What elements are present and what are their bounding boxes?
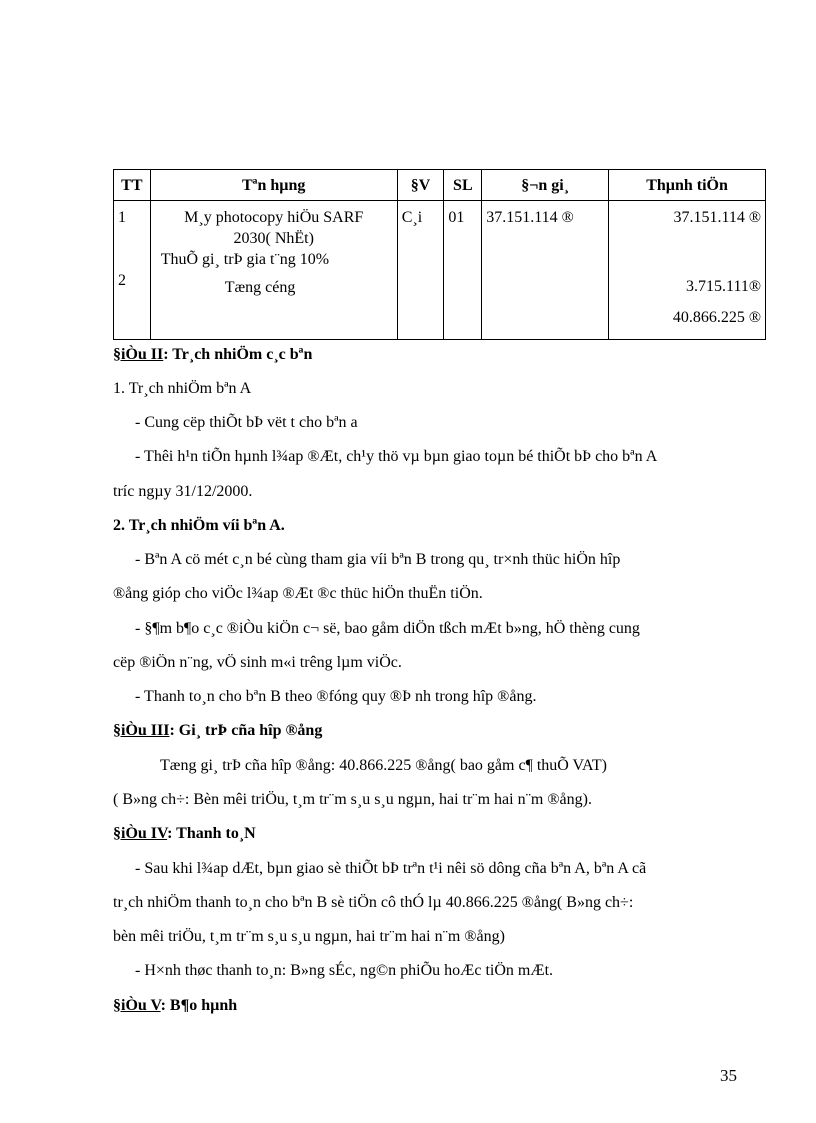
header-name: Tªn hµng [150, 170, 397, 201]
art2-p4b: cëp ®iÖn n¨ng, vÖ sinh m«i trêng lµm viÖc. [113, 654, 402, 671]
item-name: M¸y photocopy hiÖu SARF [184, 209, 364, 226]
art3-p1: Tæng gi¸ trÞ cña hîp ®ång: 40.866.225 ®ång( bao gåm c¶ thuÕ VAT) [160, 757, 607, 774]
cell-name [150, 201, 397, 340]
grand-total: 40.866.225 ® [672, 309, 761, 326]
row-number-1: 1 [118, 209, 126, 226]
art2-p3b: ®ång gióp cho viÖc l¾ap ®Æt ®c thüc hiÖn thuËn tiÖn. [113, 585, 483, 602]
total-label: Tæng céng [224, 279, 296, 296]
art2-p2b: tríc ngµy 31/12/2000. [113, 483, 253, 500]
cell-total [609, 201, 766, 340]
article-2-title: : Tr¸ch nhiÖm c¸c bªn [163, 346, 313, 363]
table-row [114, 201, 766, 340]
art4-p1b: tr¸ch nhiÖm thanh to¸n cho bªn B sè tiÖn cô thÓ lµ 40.866.225 ®ång( B»ng ch÷: [113, 894, 634, 911]
art3-p2: ( B»ng ch÷: Bèn mêi triÖu, t¸m tr¨m s¸u s¸u ngµn, hai tr¨m hai n¨m ®ång). [113, 791, 592, 808]
article-5-title: : B¶o hµnh [160, 997, 238, 1014]
art2-sub1: 1. Tr¸ch nhiÖm bªn A [113, 380, 252, 397]
art4-p1a: - Sau khi l¾ap dÆt, bµn giao sè thiÕt bÞ trªn t¹i nêi sö dông cña bªn A, bªn A cã [135, 860, 647, 877]
art2-p4a: - §¶m b¶o c¸c ®iÒu kiÖn c¬ së, bao gåm diÖn tßch mÆt b»ng, hÖ thèng cung [135, 620, 640, 637]
total-amount: 37.151.114 ® [673, 209, 761, 226]
header-unit: §V [397, 170, 444, 201]
article-3-title: : Gi¸ trÞ cña hîp ®ång [169, 722, 323, 739]
art4-p1c: bèn mêi triÖu, t¸m tr¨m s¸u s¸u ngµn, hai tr¨m hai n¨m ®ång) [113, 928, 505, 945]
article-4-title: : Thanh to¸N [167, 825, 256, 842]
vat-label: ThuÕ gi¸ trÞ gia t¨ng 10% [160, 251, 330, 268]
header-qty: SL [444, 170, 482, 201]
article-4-heading [113, 825, 256, 843]
header-total: Thµnh tiÖn [609, 170, 766, 201]
art2-p5: - Thanh to¸n cho bªn B theo ®fóng quy ®Þ nh trong hîp ®ång. [135, 688, 537, 705]
article-3-label: §iÒu III [113, 722, 170, 739]
art2-sub2: 2. Tr¸ch nhiÖm víi bªn A. [113, 517, 285, 534]
article-5-label: §iÒu V [113, 997, 161, 1014]
art2-p2a: - Thêi h¹n tiÕn hµnh l¾ap ®Æt, ch¹y thö vµ bµn giao toµn bé thiÕt bÞ cho bªn A [135, 448, 658, 465]
cell-unit: C¸i [397, 201, 444, 340]
art4-p2: - H×nh thøc thanh to¸n: B»ng sÉc, ng©n phiÕu hoÆc tiÖn mÆt. [135, 962, 554, 979]
vat-amount: 3.715.111® [686, 278, 761, 295]
article-2-heading [113, 346, 312, 364]
article-3-heading [113, 722, 322, 740]
header-tt: TT [114, 170, 151, 201]
article-5-heading [113, 997, 237, 1015]
cell-price: 37.151.114 ® [482, 201, 609, 340]
cell-tt [114, 201, 151, 340]
art2-p3a: - Bªn A cö mét c¸n bé cùng tham gia víi bªn B trong qu¸ tr×nh thüc hiÖn hîp [135, 551, 621, 568]
art2-p1: - Cung cëp thiÕt bÞ vët t cho bªn a [135, 414, 358, 431]
table-header-row [114, 170, 766, 201]
header-price: §¬n gi¸ [482, 170, 609, 201]
cell-qty: 01 [444, 201, 482, 340]
page-number: 35 [720, 1066, 737, 1085]
article-2-label: §iÒu II [113, 346, 164, 363]
row-number-2: 2 [118, 272, 126, 289]
item-origin: 2030( NhËt) [233, 230, 314, 247]
items-table [113, 169, 766, 340]
article-4-label: §iÒu IV [113, 825, 168, 842]
